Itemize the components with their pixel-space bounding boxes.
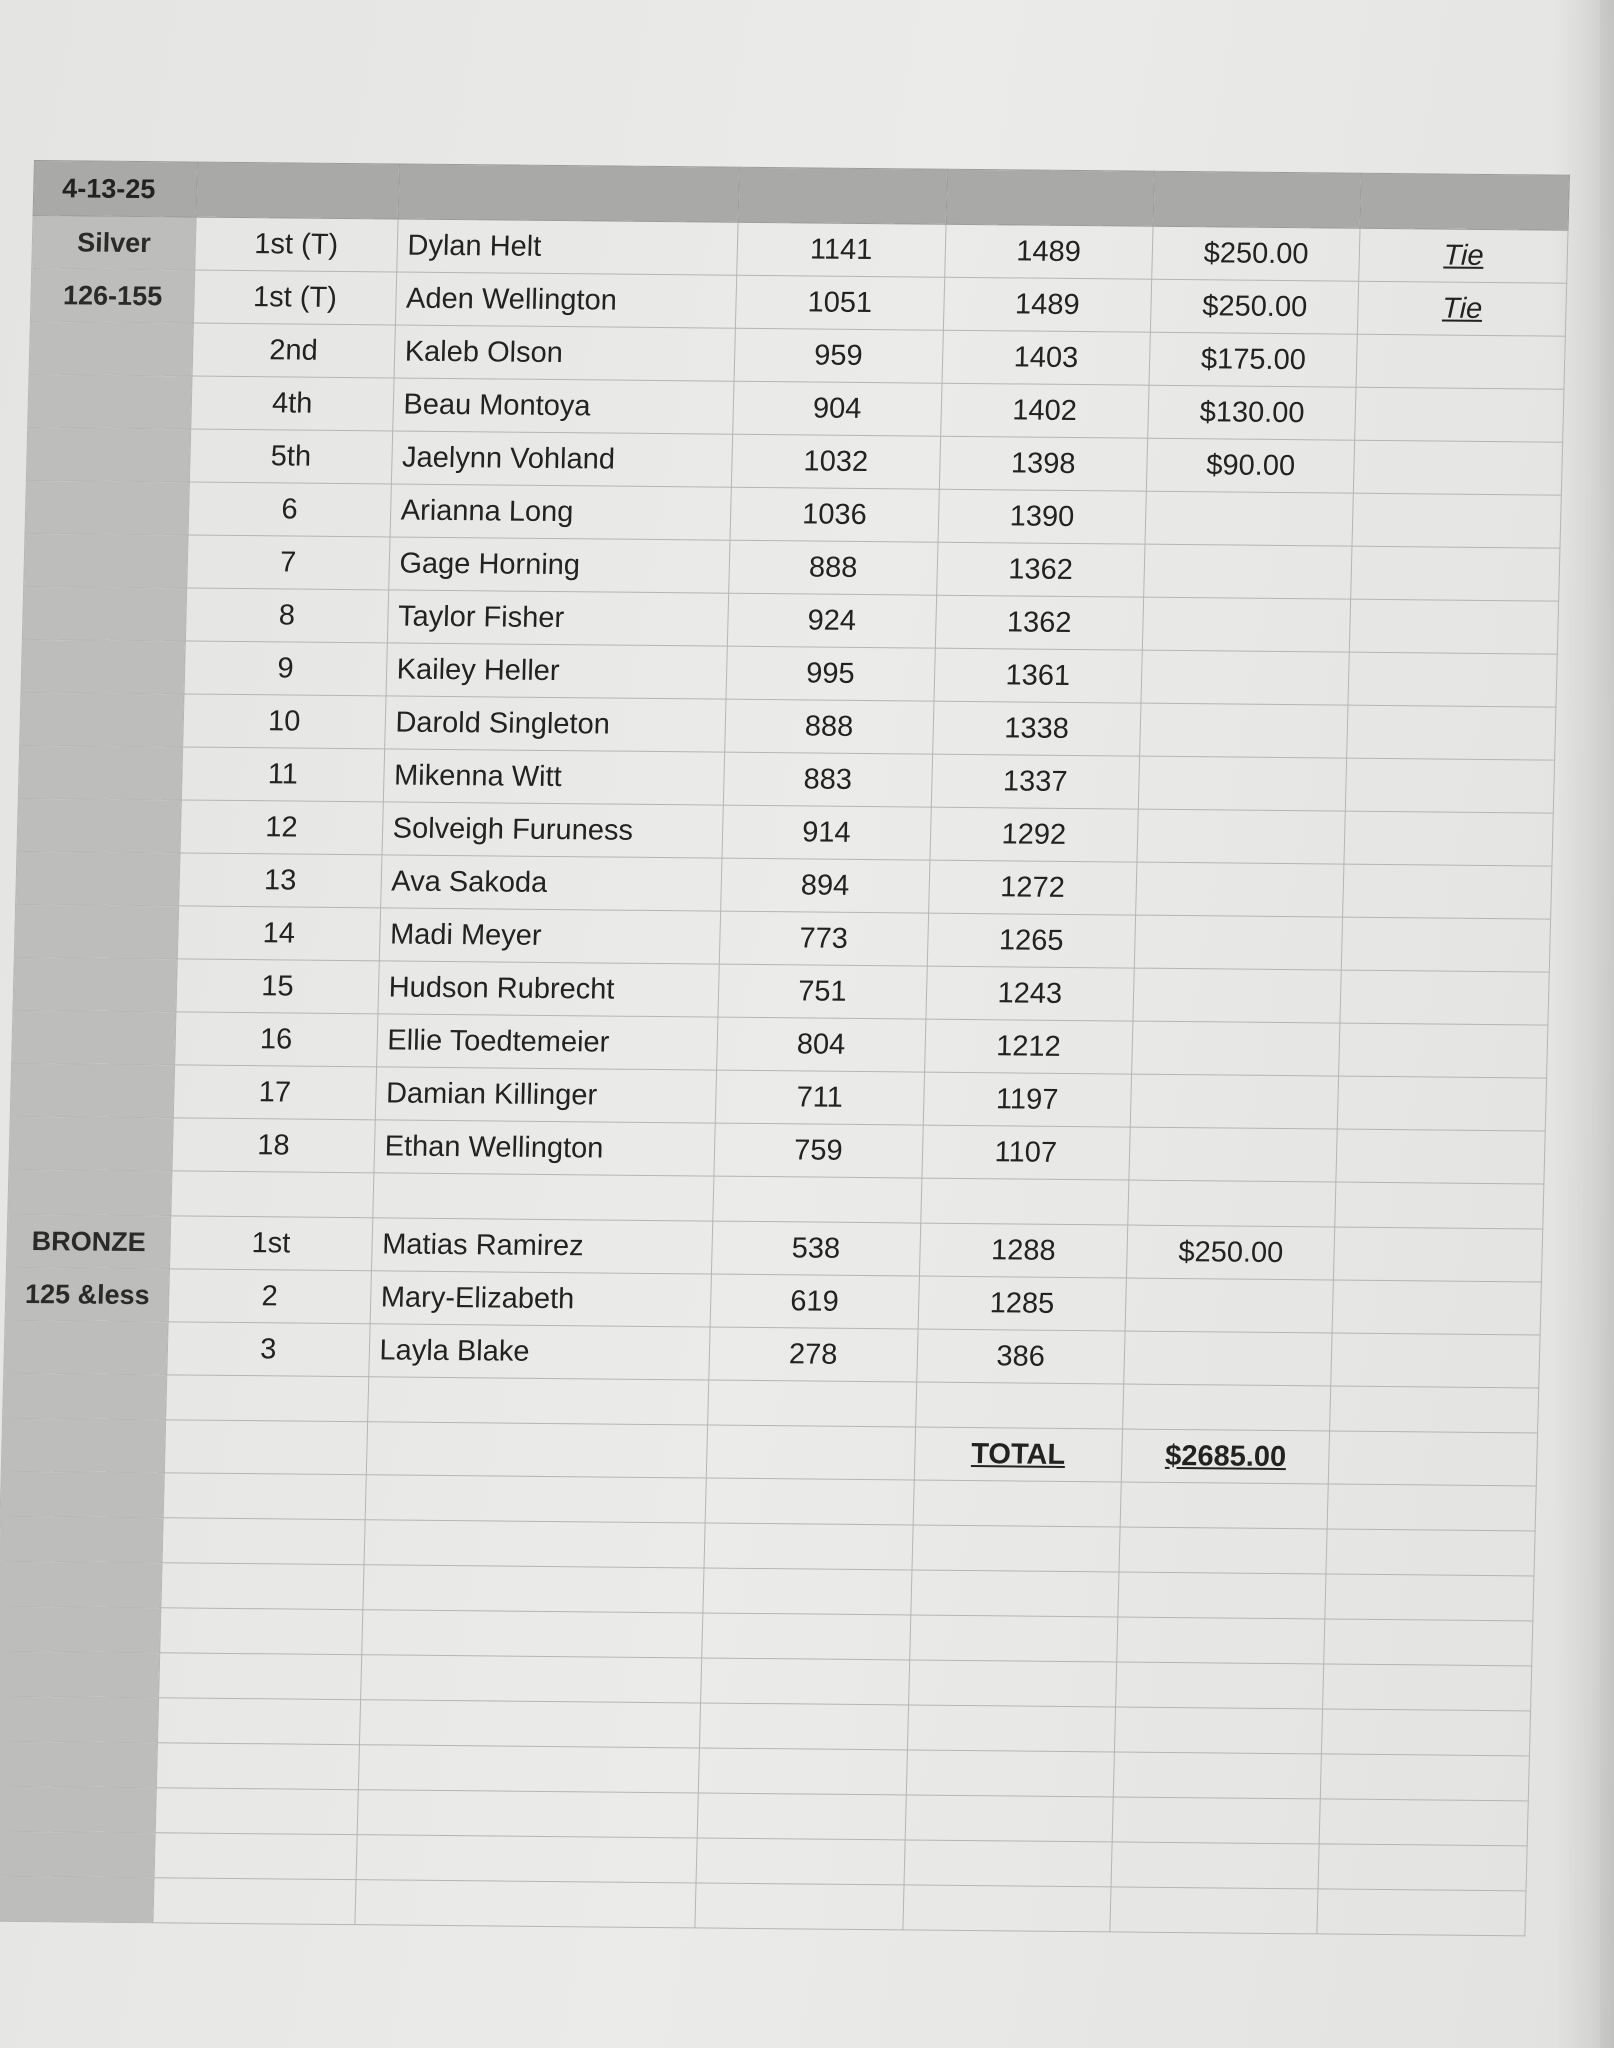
empty-cell: [708, 1380, 917, 1427]
total-value: $2685.00: [1121, 1429, 1330, 1484]
empty-cell: [166, 1375, 369, 1422]
score2-cell: 1402: [940, 383, 1149, 438]
empty-cell: [0, 1651, 160, 1698]
prize-cell: [1136, 862, 1345, 917]
empty-cell: [1335, 1182, 1544, 1229]
empty-cell: [164, 1420, 367, 1475]
header-cell: [196, 162, 399, 219]
category-cell: [22, 586, 186, 641]
empty-cell: [1318, 1844, 1527, 1891]
empty-cell: [360, 1655, 702, 1703]
prize-cell: [1141, 650, 1350, 705]
name-cell: Hudson Rubrecht: [378, 961, 720, 1017]
prize-cell: [1145, 491, 1354, 546]
empty-cell: [905, 1795, 1114, 1842]
score2-cell: 1288: [919, 1223, 1128, 1278]
prize-cell: [1137, 809, 1346, 864]
place-cell: 13: [179, 853, 382, 908]
name-cell: Ethan Wellington: [374, 1120, 716, 1176]
header-cell: [738, 167, 947, 224]
empty-cell: [154, 1833, 357, 1880]
note-cell: [1351, 546, 1560, 601]
place-cell: 16: [175, 1012, 378, 1067]
empty-cell: [912, 1525, 1121, 1572]
category-cell: [10, 1063, 174, 1118]
score1-cell: 1036: [730, 487, 939, 542]
empty-cell: [920, 1178, 1129, 1225]
name-cell: Ellie Toedtemeier: [376, 1014, 718, 1070]
prize-cell: $250.00: [1150, 279, 1359, 334]
empty-cell: [906, 1750, 1115, 1797]
place-cell: 15: [176, 959, 379, 1014]
empty-cell: [160, 1608, 363, 1655]
score2-cell: 1489: [944, 224, 1153, 279]
score1-cell: 888: [729, 540, 938, 595]
place-cell: 9: [184, 641, 387, 696]
empty-cell: [701, 1658, 910, 1705]
score2-cell: 386: [916, 1329, 1125, 1384]
empty-cell: [1119, 1527, 1328, 1574]
empty-cell: [161, 1563, 364, 1610]
name-cell: Madi Meyer: [379, 908, 721, 964]
place-cell: 1st (T): [194, 270, 397, 325]
empty-cell: [156, 1743, 359, 1790]
empty-cell: [1325, 1574, 1534, 1621]
score1-cell: 711: [715, 1070, 924, 1125]
score1-cell: 995: [726, 646, 935, 701]
score1-cell: 773: [719, 911, 928, 966]
empty-cell: [0, 1471, 164, 1518]
prize-cell: [1132, 1021, 1341, 1076]
empty-cell: [1324, 1619, 1533, 1666]
header-cell: [946, 169, 1155, 226]
results-table: [0, 160, 1570, 1936]
place-cell: 14: [177, 906, 380, 961]
empty-cell: [367, 1377, 709, 1425]
score2-cell: 1212: [924, 1019, 1133, 1074]
empty-cell: [1114, 1707, 1323, 1754]
score2-cell: 1403: [942, 330, 1151, 385]
score2-cell: 1362: [935, 595, 1144, 650]
place-cell: 12: [180, 800, 383, 855]
score1-cell: 278: [709, 1327, 918, 1382]
score1-cell: 924: [727, 593, 936, 648]
name-cell: Damian Killinger: [375, 1067, 717, 1123]
empty-cell: [1328, 1484, 1537, 1531]
empty-cell: [907, 1705, 1116, 1752]
note-cell: [1339, 1023, 1548, 1078]
prize-cell: [1133, 968, 1342, 1023]
note-cell: [1356, 334, 1565, 389]
date-cell: 4-13-25: [33, 161, 198, 218]
note-cell: [1338, 1076, 1547, 1131]
score2-cell: 1265: [927, 913, 1136, 968]
empty-cell: [0, 1516, 163, 1563]
name-cell: Aden Wellington: [395, 272, 737, 328]
place-cell: 11: [181, 747, 384, 802]
name-cell: Arianna Long: [390, 484, 732, 540]
note-cell: [1354, 440, 1563, 495]
header-cell: [398, 164, 740, 222]
prize-cell: [1130, 1074, 1339, 1129]
place-cell: 3: [167, 1322, 370, 1377]
empty-cell: [0, 1786, 156, 1833]
score2-cell: 1285: [918, 1276, 1127, 1331]
empty-cell: [705, 1478, 914, 1525]
empty-cell: [0, 1606, 161, 1653]
name-cell: Ava Sakoda: [380, 855, 722, 911]
score1-cell: 538: [711, 1221, 920, 1276]
name-cell: Darold Singleton: [384, 696, 726, 752]
score1-cell: 1051: [735, 275, 944, 330]
empty-cell: [366, 1422, 708, 1478]
empty-cell: [3, 1373, 167, 1420]
empty-cell: [909, 1615, 1118, 1662]
empty-cell: [910, 1570, 1119, 1617]
score1-cell: 888: [725, 699, 934, 754]
empty-cell: [1321, 1754, 1530, 1801]
place-cell: 1st: [170, 1216, 373, 1271]
empty-cell: [1118, 1572, 1327, 1619]
empty-cell: [1317, 1889, 1526, 1936]
name-cell: Mary-Elizabeth: [370, 1271, 712, 1327]
bronze-category-range: 125 &less: [5, 1267, 169, 1322]
note-cell: [1336, 1129, 1545, 1184]
category-cell: [28, 374, 192, 429]
empty-cell: [162, 1518, 365, 1565]
prize-cell: [1134, 915, 1343, 970]
score2-cell: 1197: [923, 1072, 1132, 1127]
prize-cell: [1140, 703, 1349, 758]
empty-cell: [1110, 1887, 1319, 1934]
category-cell: [26, 427, 190, 482]
place-cell: 18: [172, 1118, 375, 1173]
name-cell: Jaelynn Vohland: [391, 431, 733, 487]
prize-cell: [1144, 544, 1353, 599]
empty-cell: [698, 1748, 907, 1795]
note-cell: [1350, 599, 1559, 654]
score1-cell: 883: [723, 752, 932, 807]
score1-cell: 804: [717, 1017, 926, 1072]
empty-cell: [902, 1885, 1111, 1932]
note-cell: [1355, 387, 1564, 442]
empty-cell: [1113, 1752, 1322, 1799]
note-cell: [1340, 970, 1549, 1025]
note-cell: [1347, 705, 1556, 760]
empty-cell: [1116, 1662, 1325, 1709]
bronze-category-label: BRONZE: [6, 1214, 170, 1269]
name-cell: Kaleb Olson: [394, 325, 736, 381]
note-cell: [1342, 917, 1551, 972]
score1-cell: 759: [714, 1123, 923, 1178]
name-cell: Solveigh Furuness: [382, 802, 724, 858]
silver-category-range: 126-155: [30, 268, 194, 323]
empty-cell: [153, 1878, 356, 1925]
note-cell: [1333, 1280, 1542, 1335]
empty-cell: [1320, 1799, 1529, 1846]
header-cell: [1153, 171, 1362, 228]
name-cell: Mikenna Witt: [383, 749, 725, 805]
category-cell: [25, 480, 189, 535]
empty-cell: [1112, 1797, 1321, 1844]
silver-category-label: Silver: [32, 215, 196, 270]
empty-cell: [0, 1741, 158, 1788]
empty-cell: [0, 1876, 154, 1923]
name-cell: Beau Montoya: [392, 378, 734, 434]
empty-cell: [159, 1653, 362, 1700]
header-cell: [1361, 173, 1570, 230]
score2-cell: 1272: [928, 860, 1137, 915]
name-cell: Dylan Helt: [396, 219, 738, 275]
score1-cell: 914: [722, 805, 931, 860]
name-cell: Kailey Heller: [386, 643, 728, 699]
score1-cell: 904: [733, 381, 942, 436]
category-cell: [12, 1010, 176, 1065]
prize-cell: $250.00: [1126, 1225, 1335, 1280]
empty-cell: [713, 1176, 922, 1223]
place-cell: 4th: [191, 376, 394, 431]
empty-cell: [358, 1745, 700, 1793]
empty-cell: [1117, 1617, 1326, 1664]
category-cell: [14, 904, 178, 959]
empty-cell: [1323, 1664, 1532, 1711]
note-cell: Tie: [1358, 281, 1567, 336]
place-cell: 6: [188, 482, 391, 537]
prize-cell: [1142, 597, 1351, 652]
category-cell: [4, 1320, 168, 1375]
empty-cell: [695, 1883, 904, 1930]
category-cell: [29, 321, 193, 376]
empty-cell: [702, 1613, 911, 1660]
score1-cell: 1032: [731, 434, 940, 489]
prize-cell: $130.00: [1148, 385, 1357, 440]
empty-cell: [1123, 1384, 1332, 1431]
empty-cell: [361, 1610, 703, 1658]
prize-cell: [1124, 1331, 1333, 1386]
place-cell: 2nd: [192, 323, 395, 378]
results-body: [0, 161, 1569, 1936]
note-cell: [1352, 493, 1561, 548]
empty-cell: [1111, 1842, 1320, 1889]
category-cell: [1, 1418, 165, 1473]
score2-cell: 1338: [932, 701, 1141, 756]
empty-cell: [1322, 1709, 1531, 1756]
category-cell: [16, 851, 180, 906]
score2-cell: 1398: [939, 436, 1148, 491]
empty-cell: [0, 1561, 162, 1608]
empty-cell: [163, 1473, 366, 1520]
empty-cell: [372, 1173, 714, 1221]
score1-cell: 894: [721, 858, 930, 913]
score2-cell: 1361: [933, 648, 1142, 703]
score2-cell: 1337: [931, 754, 1140, 809]
total-label: TOTAL: [914, 1427, 1123, 1482]
empty-cell: [1120, 1482, 1329, 1529]
note-cell: [1343, 864, 1552, 919]
empty-cell: [354, 1880, 696, 1928]
prize-cell: [1129, 1127, 1338, 1182]
prize-cell: $90.00: [1146, 438, 1355, 493]
category-cell: [9, 1116, 173, 1171]
empty-cell: [158, 1698, 361, 1745]
score1-cell: 619: [710, 1274, 919, 1329]
score1-cell: 751: [718, 964, 927, 1019]
prize-cell: [1138, 756, 1347, 811]
score2-cell: 1107: [921, 1125, 1130, 1180]
note-cell: [1334, 1227, 1543, 1282]
category-cell: [17, 798, 181, 853]
empty-cell: [365, 1475, 707, 1523]
note-cell: [1348, 652, 1557, 707]
place-cell: 7: [187, 535, 390, 590]
score2-cell: 1292: [929, 807, 1138, 862]
place-cell: 17: [173, 1065, 376, 1120]
empty-cell: [1330, 1386, 1539, 1433]
empty-cell: [703, 1568, 912, 1615]
empty-cell: [697, 1793, 906, 1840]
note-cell: [1331, 1333, 1540, 1388]
score2-cell: 1489: [943, 277, 1152, 332]
empty-cell: [904, 1840, 1113, 1887]
category-cell: [18, 745, 182, 800]
empty-cell: [908, 1660, 1117, 1707]
empty-cell: [1329, 1431, 1538, 1486]
prize-cell: $175.00: [1149, 332, 1358, 387]
prize-cell: [1125, 1278, 1334, 1333]
empty-cell: [171, 1171, 374, 1218]
category-cell: [24, 533, 188, 588]
place-cell: 1st (T): [195, 217, 398, 272]
empty-cell: [0, 1831, 155, 1878]
empty-cell: [706, 1425, 915, 1480]
place-cell: 10: [183, 694, 386, 749]
empty-cell: [364, 1520, 706, 1568]
note-cell: Tie: [1359, 228, 1568, 283]
empty-cell: [699, 1703, 908, 1750]
empty-cell: [357, 1790, 699, 1838]
empty-cell: [704, 1523, 913, 1570]
place-cell: 2: [168, 1269, 371, 1324]
empty-cell: [155, 1788, 358, 1835]
empty-cell: [915, 1382, 1124, 1429]
empty-cell: [913, 1480, 1122, 1527]
score1-cell: 959: [734, 328, 943, 383]
empty-cell: [696, 1838, 905, 1885]
empty-cell: [1128, 1180, 1337, 1227]
empty-cell: [0, 1696, 159, 1743]
name-cell: Layla Blake: [368, 1324, 710, 1380]
category-cell: [20, 692, 184, 747]
name-cell: Gage Horning: [388, 537, 730, 593]
empty-cell: [1326, 1529, 1535, 1576]
empty-cell: [362, 1565, 704, 1613]
empty-cell: [356, 1835, 698, 1883]
score2-cell: 1362: [936, 542, 1145, 597]
empty-cell: [8, 1169, 172, 1216]
name-cell: Taylor Fisher: [387, 590, 729, 646]
empty-cell: [359, 1700, 701, 1748]
category-cell: [21, 639, 185, 694]
category-cell: [13, 957, 177, 1012]
name-cell: Matias Ramirez: [371, 1218, 713, 1274]
note-cell: [1344, 811, 1553, 866]
score2-cell: 1390: [938, 489, 1147, 544]
score1-cell: 1141: [737, 222, 946, 277]
score2-cell: 1243: [925, 966, 1134, 1021]
place-cell: 5th: [190, 429, 393, 484]
note-cell: [1346, 758, 1555, 813]
prize-cell: $250.00: [1152, 226, 1361, 281]
place-cell: 8: [186, 588, 389, 643]
